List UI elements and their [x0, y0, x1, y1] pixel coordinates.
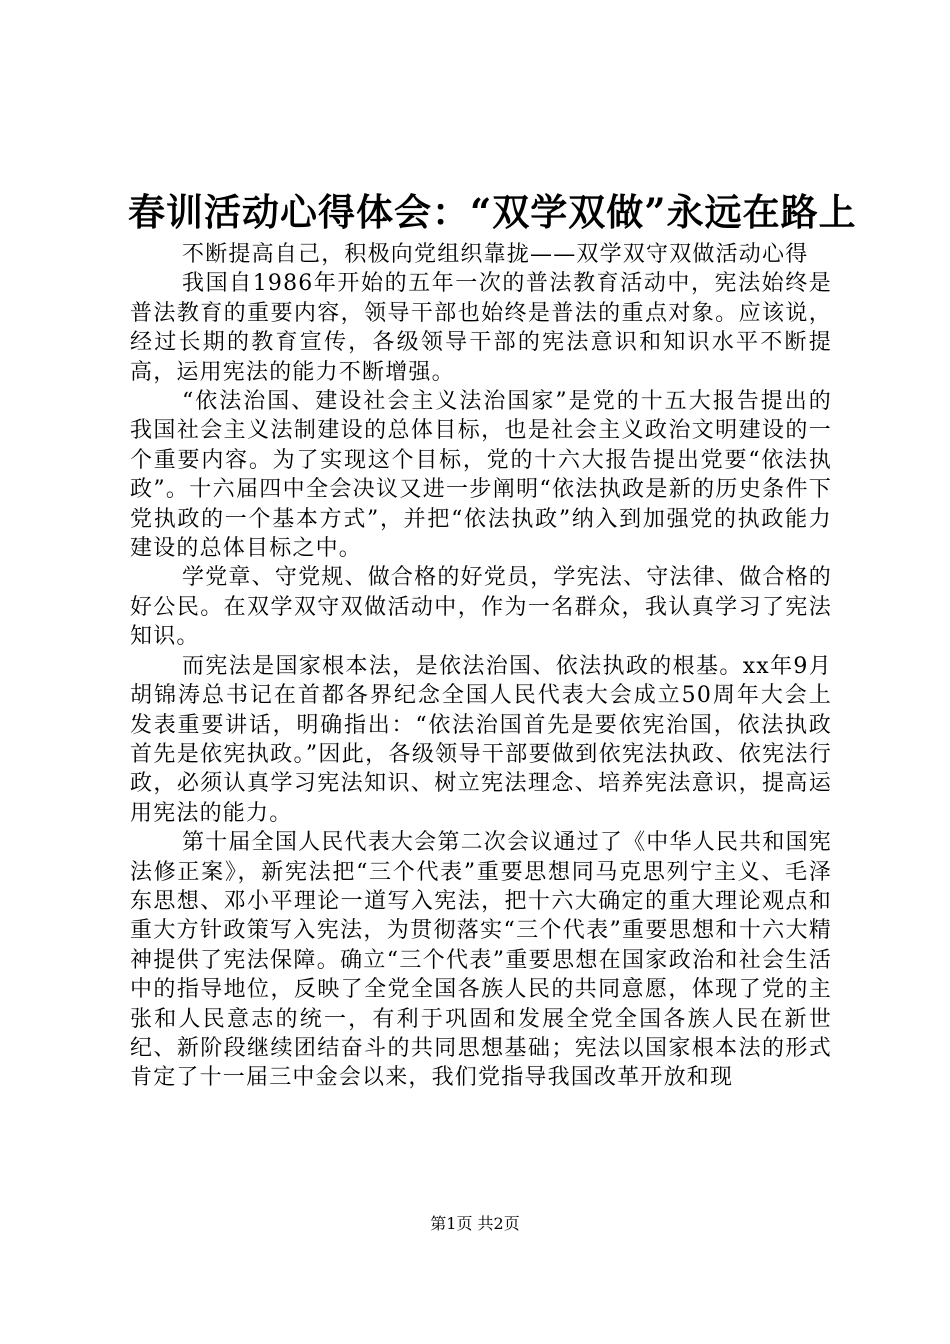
paragraph-3: 学党章、守党规、做合格的好党员，学宪法、守法律、做合格的好公民。在双学双守双做活动中，作为一名群众，我认真学习了宪法知识。	[130, 565, 832, 650]
page-number-footer: 第1页 共2页	[430, 1214, 520, 1233]
paragraph-subtitle: 不断提高自己，积极向党组织靠拢——双学双守双做活动心得	[182, 242, 809, 267]
document-body	[130, 240, 832, 1093]
paragraph-4: 而宪法是国家根本法，是依法治国、依法执政的根基。xx年9月胡锦涛总书记在首都各界纪念全国人民代表大会成立50周年大会上发表重要讲话，明确指出：“依法治国首先是要依宪治国，依法执政首先是依宪执政。”因此，各级领导干部要做到依宪法执政、依宪法行政，必须认真学习宪法知识、树立宪法理念、培养宪法意识，提高运用宪法的能力。	[130, 653, 832, 826]
paragraph-1: 我国自1986年开始的五年一次的普法教育活动中，宪法始终是普法教育的重要内容，领导干部也始终是普法的重点对象。应该说，经过长期的教育宣传，各级领导干部的宪法意识和知识水平不断提高，运用宪法的能力不断增强。	[130, 271, 832, 385]
document-title: 春训活动心得体会：“双学双做”永远在路上	[128, 190, 857, 234]
paragraph-5: 第十届全国人民代表大会第二次会议通过了《中华人民共和国宪法修正案》，新宪法把“三个代表”重要思想同马克思列宁主义、毛泽东思想、邓小平理论一道写入宪法，把十六大确定的重大理论观点和重大方针政策写入宪法，为贯彻落实“三个代表”重要思想和十六大精神提供了宪法保障。确立“三个代表”重要思想在国家政治和社会生活中的指导地位，反映了全党全国各族人民的共同意愿，体现了党的主张和人民意志的统一，有利于巩固和发展全党全国各族人民在新世纪、新阶段继续团结奋斗的共同思想基础；宪法以国家根本法的形式肯定了十一届三中金会以来，我们党指导我国改革开放和现	[130, 830, 832, 1091]
paragraph-2: “依法治国、建设社会主义法治国家”是党的十五大报告提出的我国社会主义法制建设的总体目标，也是社会主义政治文明建设的一个重要内容。为了实现这个目标，党的十六大报告提出党要“依法执政”。十六届四中全会决议又进一步阐明“依法执政是新的历史条件下党执政的一个基本方式”，并把“依法执政”纳入到加强党的执政能力建设的总体目标之中。	[130, 389, 832, 562]
